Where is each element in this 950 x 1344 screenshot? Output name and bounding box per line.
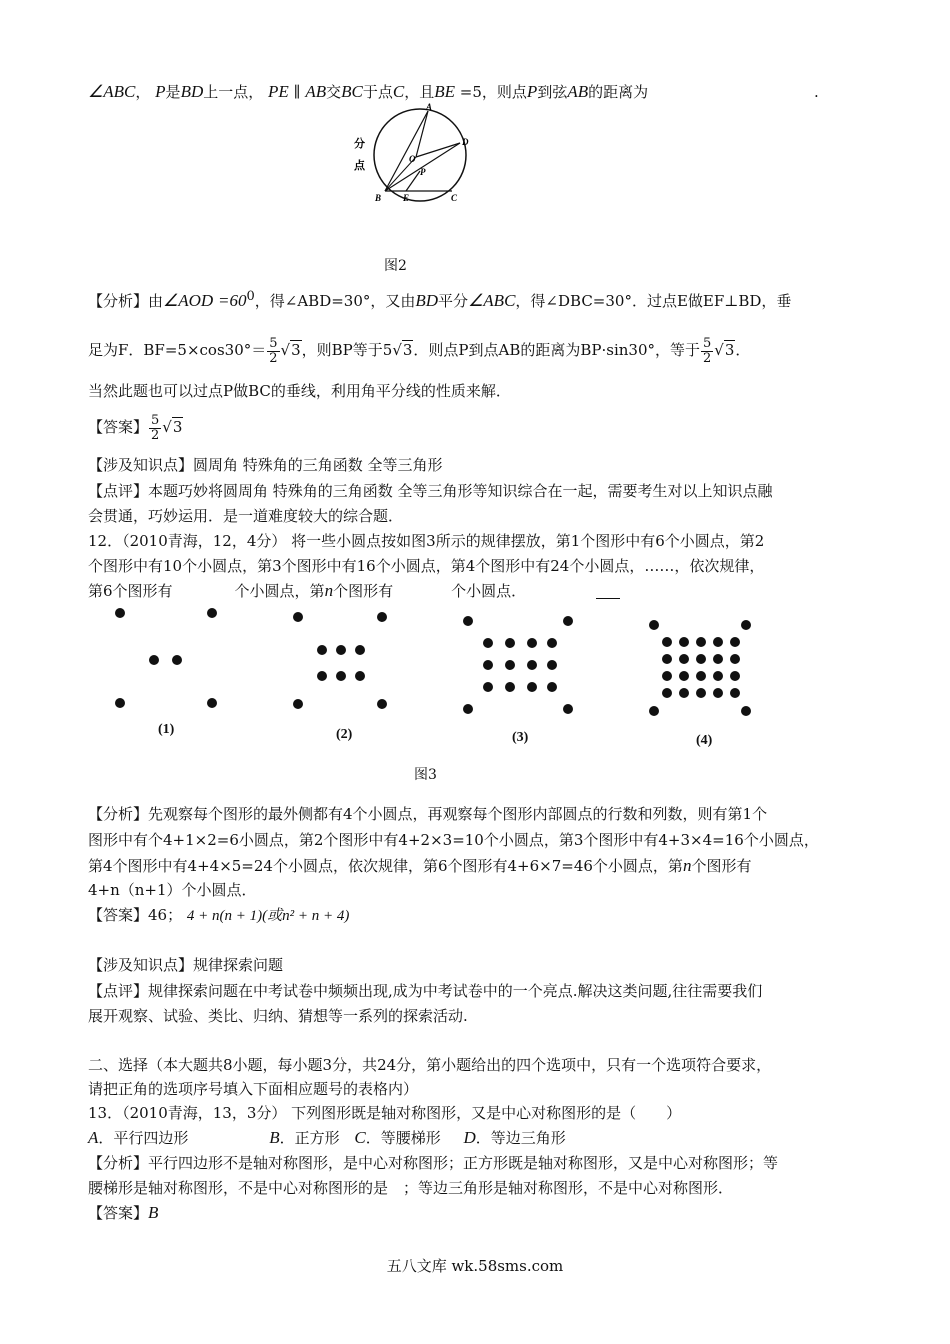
q12-knowledge: 【涉及知识点】规律探索问题: [88, 956, 284, 974]
sqrt: √3: [280, 341, 301, 359]
label-o: O: [409, 154, 416, 164]
dot-figure-4: [649, 620, 751, 716]
dot-figures: [100, 605, 780, 725]
figure3-caption: 图3: [414, 767, 437, 783]
q11-statement-line: ∠ABC， P是BD上一点， PE ∥ AB交BC于点C，且BE =5，则点P到弦AB的距离为: [88, 82, 649, 101]
label-e: E: [403, 193, 410, 203]
label-b: B: [375, 193, 382, 203]
q11-analysis-line1: 【分析】由∠AOD $=60^0$，得∠ABD=30°，又由BD平分∠ABC，得∠DBC=30°．过点E做EF⊥BD，垂: [88, 289, 792, 310]
q13-analysis-line2: 腰梯形是轴对称图形，不是中心对称图形的是 ；等边三角形是轴对称图形，不是中心对称图形．: [88, 1179, 734, 1197]
section2-line1: 二、选择（本大题共8小题，每小题3分，共24分，第小题给出的四个选项中，只有一个选项符合要求，: [88, 1056, 772, 1074]
side-label-fen: 分: [354, 138, 365, 150]
q12-analysis-line1: 【分析】先观察每个图形的最外侧都有4个小圆点，再观察每个图形内部圆点的行数和列数，则有第1个: [88, 805, 768, 823]
q11-analysis-line2: 足为F．BF=5×cos30°＝ $\frac{5}{2}$ √3，则BP等于5√3．则点P到点AB的距离为BP·sin30°，等于 $\frac{5}{2}$ √3．: [88, 335, 751, 366]
q12-review-line1: 【点评】规律探索问题在中考试卷中频频出现,成为中考试卷中的一个亮点.解决这类问题,往往需要我们: [88, 982, 763, 1000]
q11-knowledge: 【涉及知识点】圆周角 特殊角的三角函数 全等三角形: [88, 456, 443, 474]
dot-figure-3: [463, 616, 573, 714]
chord-ab: [385, 111, 428, 191]
q12-review-line2: 展开观察、试验、类比、归纳、猜想等一系列的探索活动.: [88, 1007, 468, 1025]
q11-review-line1: 【点评】本题巧妙将圆周角 特殊角的三角函数 全等三角形等知识综合在一起，需要考生对以上知识点融: [88, 482, 773, 500]
dot-label-2: (2): [336, 727, 353, 742]
option-d: D．等边三角形: [463, 1128, 566, 1147]
q11-review-line2: 会贯通，巧妙运用．是一道难度较大的综合题．: [88, 507, 404, 525]
option-b: B．正方形: [269, 1128, 340, 1147]
circle-figure: [350, 103, 480, 215]
dot-figure-1: [115, 608, 217, 708]
fraction: $\frac{5}{2}$: [269, 335, 278, 366]
option-c: C．等腰梯形: [354, 1128, 441, 1147]
q11-analysis-line3: 当然此题也可以过点P做BC的垂线，利用角平分线的性质来解．: [88, 382, 511, 400]
q11-blank-end: .: [814, 83, 819, 101]
section2-line2: 请把正角的选项序号填入下面相应题号的表格内）: [88, 1080, 419, 1098]
q13-answer: 【答案】B: [88, 1203, 159, 1222]
label-c: C: [451, 193, 458, 203]
radius-oa: [416, 111, 428, 157]
q12-analysis-line4: 4+n（n+1）个小圆点．: [88, 881, 257, 899]
q12-stem-line1: 12．（2010青海，12，4分） 将一些小圆点按如图3所示的规律摆放，第1个图形中有6个小圆点，第2: [88, 532, 765, 550]
q13-options: [88, 1128, 566, 1148]
dot-label-3: (3): [512, 730, 529, 745]
dot-label-4: (4): [696, 733, 713, 748]
option-a: A．平行四边形: [88, 1128, 189, 1147]
q12-stem-line3: 第6个图形有 个小圆点，第n个图形有 个小圆点．: [88, 581, 527, 600]
q12-analysis-line3: 第4个图形中有4+4×5=24个小圆点，依次规律，第6个图形有4+6×7=46个小圆点，第n个图形有: [88, 856, 752, 875]
q11-answer: 【答案】 $\frac{5}{2}$ √3: [88, 412, 183, 443]
side-label-dian: 点: [354, 160, 365, 172]
dot-label-1: (1): [158, 722, 175, 737]
dot-figure-2: [293, 612, 387, 709]
label-p: P: [420, 167, 426, 177]
q12-stem-line2: 个图形中有10个小圆点，第3个图形中有16个小圆点，第4个图形中有24个小圆点，……，依次规律，: [88, 557, 765, 575]
segment-pe: [406, 171, 420, 191]
q12-answer: 【答案】46； 4 + n(n + 1)(或n² + n + 4): [88, 906, 350, 924]
figure2-caption: 图2: [384, 258, 407, 274]
radius-od: [416, 143, 460, 157]
underline-mark: [596, 598, 620, 599]
q13-analysis-line1: 【分析】平行四边形不是轴对称图形，是中心对称图形；正方形既是轴对称图形，又是中心对称图形；等: [88, 1154, 779, 1172]
label-d: D: [462, 137, 469, 147]
q12-analysis-line2: 图形中有个4+1×2=6小圆点，第2个图形中有4+2×3=10个小圆点，第3个图形中有4+3×4=16个小圆点，: [88, 831, 819, 849]
footer-watermark: 五八文库 wk.58sms.com: [386, 1257, 564, 1275]
q13-stem: 13．（2010青海，13，3分） 下列图形既是轴对称图形，又是中心对称图形的是（ ）: [88, 1104, 682, 1122]
label-a: A: [426, 103, 433, 112]
